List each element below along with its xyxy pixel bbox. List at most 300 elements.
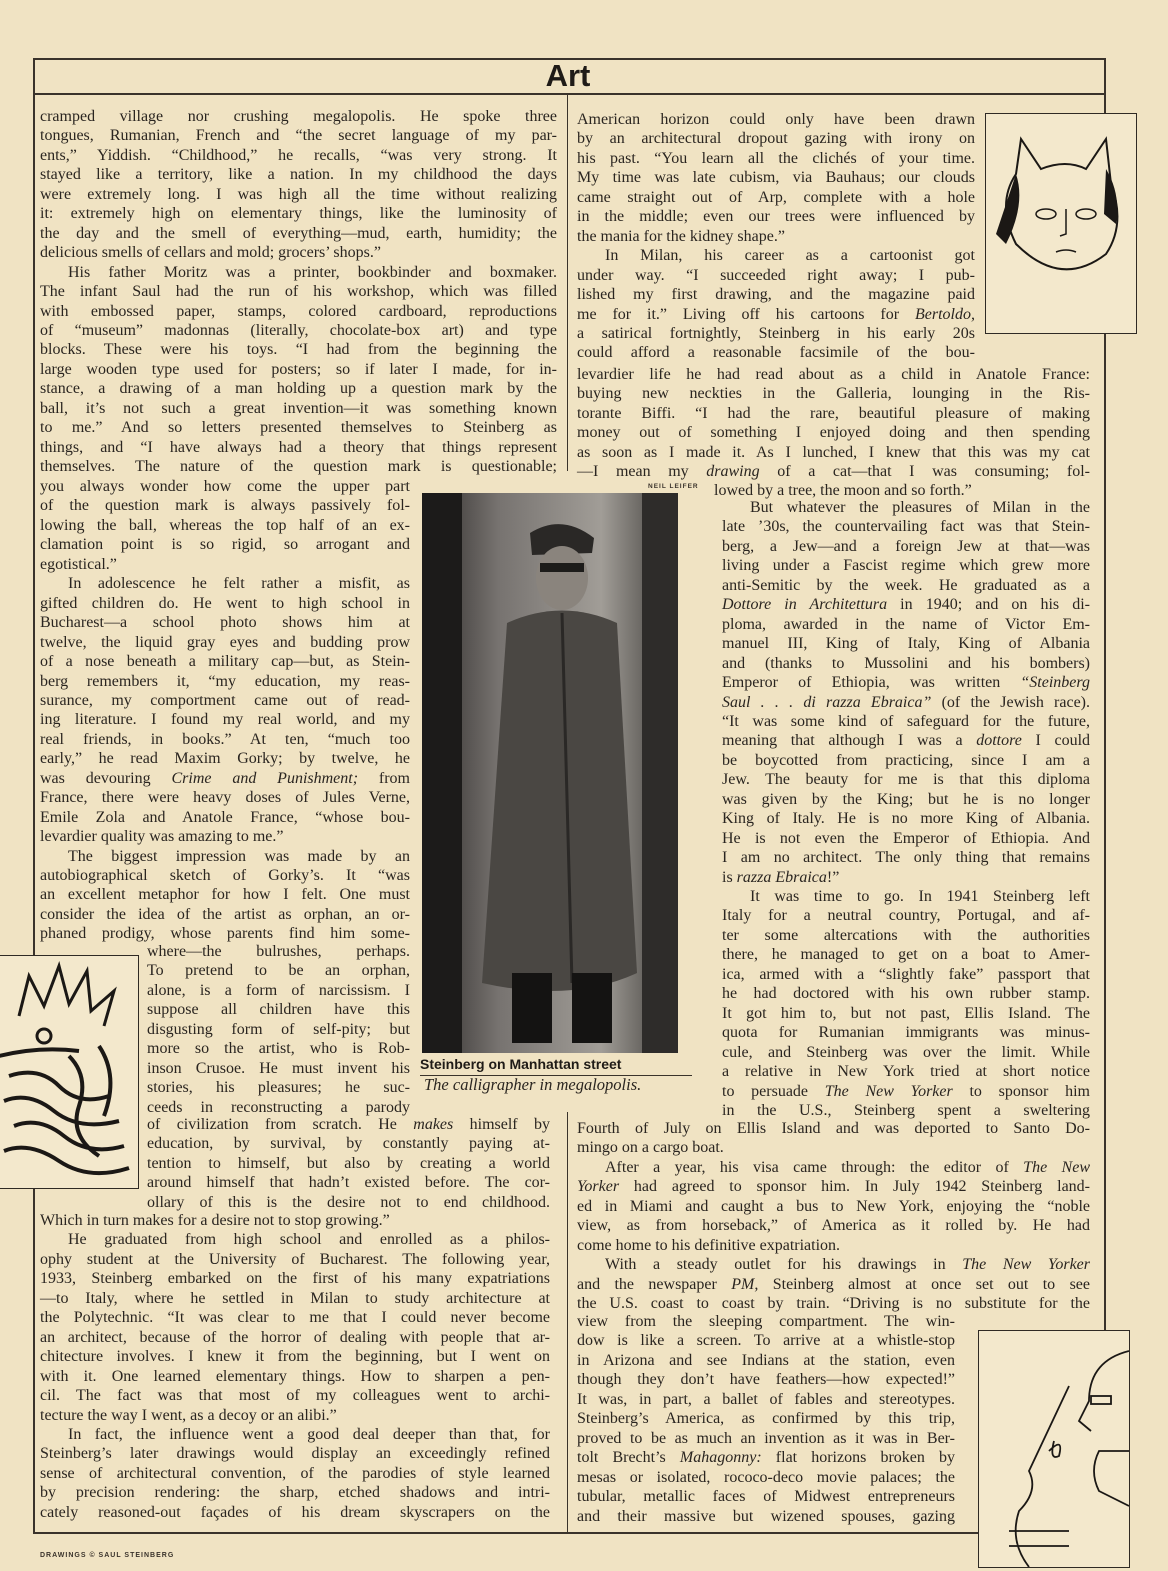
text-run: berg, a Jew—and a foreign Jew at that—was: [722, 537, 1090, 555]
text-run: stayed like a territory, like a nation. In my childhood the days: [40, 166, 557, 184]
text-line: [40, 808, 410, 828]
text-line: [40, 243, 557, 263]
text-run: with it. One learned elementary things. How to sharpen a pen-: [40, 1367, 550, 1385]
column-divider-bottom: [567, 1112, 568, 1532]
text-line: [40, 710, 410, 730]
text-line: [147, 1020, 410, 1040]
text-line: [40, 516, 410, 536]
text-line: [577, 365, 1090, 385]
text-line: [40, 749, 410, 769]
text-run: to me.” And so letters presented themselves to Steinberg as: [40, 419, 557, 437]
text-run: an architect, because of the horror of dealing with people that ar-: [40, 1328, 550, 1346]
text-line: [577, 168, 975, 188]
text-run: ing literature. I found my real world, and my: [40, 711, 410, 729]
text-line: [40, 1444, 550, 1464]
text-line: [40, 613, 410, 633]
text-line: [40, 321, 557, 341]
text-run: mingo on a cargo boat.: [577, 1139, 724, 1157]
text-line: [40, 438, 557, 458]
text-run: —I mean my: [577, 463, 707, 481]
text-run: Emperor of Ethiopia, was written: [722, 674, 1021, 692]
text-run: sense of architectural convention, of the parodies of style learned: [40, 1464, 550, 1482]
text-run: ploma, awarded in the name of Victor Em-: [722, 615, 1090, 633]
text-run: In adolescence he felt rather a misfit, as: [68, 575, 410, 593]
text-line: [40, 691, 410, 711]
text-run: around himself that hadn’t existed before. The cor-: [147, 1174, 550, 1192]
text-run: money out of something I enjoyed doing and then spending: [577, 424, 1090, 442]
text-line: [147, 1078, 410, 1098]
text-run: The infant Saul had the run of his workshop, which was filled: [40, 283, 557, 301]
drawings-credit: DRAWINGS © SAUL STEINBERG: [40, 1552, 175, 1559]
text-run: ophy student at the University of Bucharest. The following year,: [40, 1250, 550, 1268]
text-run: tention to himself, but also by creating a world: [147, 1154, 550, 1172]
text-line: [722, 556, 1090, 576]
text-line: [577, 1138, 1090, 1158]
text-run: tongues, Rumanian, French and “the secret language of my par-: [40, 127, 557, 145]
text-run: autobiographical sketch of Gorky’s. It “was: [40, 867, 410, 884]
text-line: [722, 1004, 1090, 1024]
text-line: [577, 1177, 1090, 1197]
text-line: [40, 866, 410, 886]
text-run: “It was some kind of safeguard for the future,: [722, 712, 1090, 730]
text-run: is: [722, 868, 737, 886]
italic-text: The New Yorker: [824, 1082, 953, 1100]
text-line: [722, 848, 1090, 868]
cat-face-icon: [986, 114, 1136, 333]
text-line: [40, 1308, 550, 1328]
text-run: of a nose beneath a military cap—but, as Stein-: [40, 653, 410, 671]
text-run: Steinberg’s America, as confirmed by this trip,: [577, 1410, 955, 1428]
text-run: lowing the ball, whereas the top half of an ex-: [40, 516, 410, 534]
text-line: [577, 1487, 955, 1507]
section-title: Art: [545, 58, 591, 93]
text-run: He is not even the Emperor of Ethiopia. And: [722, 829, 1090, 847]
text-line: [40, 1464, 550, 1484]
text-run: to persuade: [722, 1082, 825, 1100]
text-run: lowed by a tree, the moon and so forth.”: [714, 482, 972, 499]
text-line: [722, 770, 1090, 790]
text-line: [577, 207, 975, 227]
italic-text: Saul . . . di razza Ebraica”: [722, 693, 932, 711]
text-run: To pretend to be an orphan,: [147, 962, 410, 980]
text-line: [147, 1154, 550, 1174]
text-run: torante Biffi. “I had the rare, beautiful pleasure of making: [577, 404, 1090, 422]
photo-caption-subtitle: The calligrapher in megalopolis.: [424, 1075, 642, 1094]
italic-text: Yorker: [577, 1178, 620, 1196]
text-run: come home to his definitive expatriation.: [577, 1236, 841, 1254]
text-line: [40, 1230, 550, 1250]
photo-steinberg-street: [422, 493, 678, 1053]
text-run: Italy for a neutral country, Portugal, and af-: [722, 907, 1090, 925]
italic-text: makes: [413, 1116, 454, 1133]
text-run: could afford a reasonable facsimile of the bou-: [577, 344, 975, 362]
text-line: [40, 1289, 550, 1309]
text-line: [577, 1216, 1090, 1236]
text-line: [40, 672, 410, 692]
text-line: [577, 462, 1090, 482]
text-run: tubular, metallic faces of Midwest entrepreneurs: [577, 1488, 955, 1506]
text-run: It was time to go. In 1941 Steinberg left: [750, 888, 1090, 905]
text-line: [577, 1312, 955, 1332]
text-line: [40, 633, 410, 653]
text-run: cately reasoned-out façades of his dream skyscrapers on the: [40, 1503, 550, 1521]
text-run: tecture the way I went, as a decoy or an alibi.”: [40, 1406, 337, 1424]
text-line: [40, 185, 557, 205]
text-run: ollary of this is the desire not to end childhood.: [147, 1193, 550, 1211]
frame-left-rule: [33, 58, 35, 1533]
text-run: American horizon could only have been drawn: [577, 111, 975, 128]
text-line: [40, 477, 410, 497]
italic-text: The New Yorker: [962, 1256, 1091, 1274]
photo-image: [422, 493, 678, 1053]
text-run: berg remembers it, “my education, my reas-: [40, 672, 410, 690]
text-run: meaning that although I was a: [722, 732, 977, 750]
text-run: you always wonder how come the upper part: [40, 478, 410, 495]
text-run: (of the Jewish race).: [931, 693, 1090, 711]
text-line: [40, 769, 410, 789]
text-run: the U.S. coast to coast by train. “Driving is no substitute for the: [577, 1295, 1090, 1313]
text-run: inson Crusoe. He must invent his: [147, 1059, 410, 1077]
text-run: 1933, Steinberg embarked on the first of his many expatriations: [40, 1270, 550, 1288]
text-line: [40, 652, 410, 672]
text-run: and (thanks to Mussolini and his bombers): [722, 654, 1090, 672]
text-line: [147, 1000, 410, 1020]
text-run: I am no architect. The only thing that remains: [722, 849, 1090, 867]
text-run: under way. “I succeeded right away; I pub-: [577, 266, 975, 284]
text-line: [722, 751, 1090, 771]
text-run: Which in turn makes for a desire not to stop growing.”: [40, 1212, 390, 1229]
text-line: [577, 285, 975, 305]
text-run: Fourth of July on Ellis Island and was deported to Santo Do-: [577, 1120, 1090, 1137]
text-line: [577, 1370, 955, 1390]
text-run: themselves. The nature of the question mark is questionable;: [40, 458, 557, 476]
text-line: [40, 457, 557, 477]
text-run: to sponsor him: [952, 1082, 1090, 1100]
text-run: gifted children do. He went to high school in: [40, 594, 410, 612]
text-line: [577, 1197, 1090, 1217]
text-line: [40, 302, 557, 322]
text-line: [577, 1119, 1090, 1139]
text-line: [40, 1483, 550, 1503]
text-line: [40, 282, 557, 302]
text-line: [147, 961, 410, 981]
text-line: [577, 227, 975, 247]
text-run: Bucharest—a school photo shows him at: [40, 614, 410, 632]
text-run: buying new neckties in the Galleria, lounging in the Ris-: [577, 385, 1090, 403]
text-run: After a year, his visa came through: the editor of: [605, 1158, 1024, 1176]
italic-text: dottore: [976, 732, 1022, 750]
text-run: His father Moritz was a printer, bookbinder and boxmaker.: [68, 263, 557, 281]
text-line: [722, 887, 1090, 907]
text-run: of “museum” madonnas (literally, chocolate-box art) and type: [40, 321, 557, 339]
text-run: King of Italy. He is no more King of Albania.: [722, 810, 1090, 828]
text-line: [577, 343, 975, 363]
text-run: of the question mark is always passively fol-: [40, 497, 410, 515]
text-line: [577, 1351, 955, 1371]
text-line: [40, 1406, 550, 1426]
text-run: tolt Brecht’s: [577, 1449, 680, 1467]
text-line: [40, 827, 410, 847]
text-line: [40, 1211, 550, 1231]
text-run: lished my first drawing, and the magazine paid: [577, 286, 975, 304]
text-line: [40, 555, 410, 575]
text-run: was given by the King; but he is no longer: [722, 790, 1090, 808]
text-line: [40, 204, 557, 224]
profile-face-drawing: [978, 1330, 1130, 1568]
text-line: [577, 1409, 955, 1429]
profile-face-icon: [979, 1331, 1129, 1567]
text-line: [147, 1193, 550, 1213]
text-run: from: [358, 769, 410, 787]
text-line: [722, 926, 1090, 946]
photo-caption-title: Steinberg on Manhattan street: [420, 1056, 622, 1072]
text-line: [722, 1101, 1090, 1121]
text-line: [722, 1043, 1090, 1063]
text-line: [40, 1347, 550, 1367]
text-run: a satirical fortnightly, Steinberg in his early 20s: [577, 324, 975, 342]
text-run: With a steady outlet for his drawings in: [605, 1256, 963, 1274]
text-line: [40, 730, 410, 750]
text-line: [577, 1275, 1090, 1295]
text-run: My time was late cubism, via Bauhaus; our clouds: [577, 169, 975, 187]
text-line: [722, 790, 1090, 810]
text-run: quota for Rumanian immigrants was minus-: [722, 1024, 1090, 1042]
text-run: and the newspaper: [577, 1275, 732, 1293]
text-run: It got him to, but not past, Ellis Island. The: [722, 1004, 1090, 1022]
text-run: in 1940; and on his di-: [887, 596, 1091, 614]
text-run: stories, his pleasures; he suc-: [147, 1079, 410, 1097]
text-run: anti-Semitic by the week. He graduated as a: [722, 576, 1090, 594]
text-line: [40, 1269, 550, 1289]
text-run: living under a Fascist regime which grew more: [722, 557, 1090, 575]
text-line: [577, 404, 1090, 424]
text-run: twelve, the liquid gray eyes and budding prow: [40, 633, 410, 651]
text-line: [722, 1082, 1090, 1102]
text-run: a relative in New York tried at short notice: [722, 1063, 1090, 1081]
rooster-drawing: [0, 955, 139, 1189]
text-run: He graduated from high school and enrolled as a philos-: [68, 1231, 550, 1249]
text-line: [722, 595, 1090, 615]
text-run: In Milan, his career as a cartoonist got: [605, 247, 975, 265]
italic-text: razza Ebraica: [736, 868, 827, 886]
text-line: [40, 594, 410, 614]
text-line: [722, 634, 1090, 654]
text-line: [577, 149, 975, 169]
text-run: by an architectural dropout gazing with irony on: [577, 130, 975, 148]
text-run: chitecture involves. I knew it from the beginning, but I went on: [40, 1348, 550, 1366]
text-run: it: extremely high on elementary things, like the luminosity of: [40, 205, 557, 223]
text-run: levardier quality was amazing to me.”: [40, 828, 284, 846]
text-run: mesas or isolated, rococo-deco movie palaces; the: [577, 1468, 955, 1486]
text-run: delicious smells of cellars and mold; grocers’ shops.”: [40, 244, 381, 262]
text-line: [577, 1331, 955, 1351]
text-run: by precision rendering: the sharp, etched shadows and intri-: [40, 1484, 550, 1502]
text-run: had agreed to sponsor him. In July 1942 Steinberg land-: [619, 1178, 1090, 1196]
frame-bottom-rule: [33, 1532, 978, 1534]
text-line: [40, 885, 410, 905]
text-run: of civilization from scratch. He: [147, 1116, 414, 1133]
text-run: his past. “You learn all the clichés of your time.: [577, 149, 975, 167]
text-line: [722, 965, 1090, 985]
text-run: himself by: [453, 1116, 550, 1133]
text-line: [577, 423, 1090, 443]
text-line: [147, 981, 410, 1001]
text-run: proved to be as much an invention as it was in Ber-: [577, 1429, 955, 1447]
text-line: [40, 1425, 550, 1445]
text-run: —to Italy, where he settled in Milan to study architecture at: [40, 1289, 550, 1307]
italic-text: “Steinberg: [1020, 674, 1090, 692]
text-run: though they don’t have feathers—how expected!”: [577, 1371, 955, 1389]
text-line: [40, 1328, 550, 1348]
text-run: where—the bulrushes, perhaps.: [147, 943, 410, 960]
text-line: [722, 906, 1090, 926]
text-run: Jew. The beauty for me is that this diploma: [722, 771, 1090, 789]
text-run: ter some altercations with the authorities: [722, 926, 1090, 944]
text-run: suppose all children have this: [147, 1001, 410, 1019]
text-run: manuel III, King of Italy, King of Albania: [722, 635, 1090, 653]
text-run: early,” he read Maxim Gorky; by twelve, he: [40, 750, 410, 768]
text-line: [722, 945, 1090, 965]
text-line: [577, 1255, 1090, 1275]
text-line: [577, 1448, 955, 1468]
text-run: there, he managed to get on a boat to Amer-: [722, 946, 1090, 964]
text-line: [40, 788, 410, 808]
text-run: as soon as I made it. As I lunched, I knew that this was my cat: [577, 443, 1090, 461]
text-run: the mania for the kidney shape.”: [577, 227, 785, 245]
text-line: [577, 1236, 1090, 1256]
text-run: came straight out of Arp, complete with a hole: [577, 188, 975, 206]
text-line: [40, 126, 557, 146]
text-run: Steinberg’s later drawings would display an exceedingly refined: [40, 1445, 550, 1463]
text-line: [577, 246, 975, 266]
text-line: [722, 829, 1090, 849]
text-run: The biggest impression was made by an: [68, 847, 410, 865]
text-run: real friends, in books.” At ten, “much too: [40, 730, 410, 748]
text-line: [40, 224, 557, 244]
text-run: me for it.” Living off his cartoons for: [577, 305, 915, 323]
text-line: [722, 868, 1090, 888]
text-line: [40, 1250, 550, 1270]
text-line: [147, 1115, 550, 1135]
text-run: surance, my comportment came out of read-: [40, 691, 410, 709]
text-run: ica, armed with a “slightly fake” passport that: [722, 965, 1090, 983]
text-run: levardier life he had read about as a child in Anatole France:: [577, 366, 1090, 383]
text-run: the day and the smell of everything—mud, earth, humidity; the: [40, 224, 557, 242]
text-run: in the U.S., Steinberg spent a sweltering: [722, 1101, 1090, 1119]
italic-text: Bertoldo,: [915, 305, 975, 323]
text-line: [40, 1503, 550, 1523]
italic-text: Dottore in Architettura: [722, 596, 888, 614]
text-line: [40, 399, 557, 419]
text-run: dow is like a screen. To arrive at a whistle-stop: [577, 1332, 955, 1350]
text-line: [577, 1507, 955, 1527]
text-line: [147, 1134, 550, 1154]
text-line: [722, 654, 1090, 674]
text-line: [147, 1173, 550, 1193]
text-line: [722, 615, 1090, 635]
text-line: [40, 1367, 550, 1387]
text-run: he had doctored with his own rubber stamp.: [722, 985, 1090, 1003]
italic-text: Crime and Punishment;: [171, 769, 359, 787]
text-run: cramped village nor crushing megalopolis. He spoke three: [40, 108, 557, 125]
text-run: disgusting form of self-pity; but: [147, 1020, 410, 1038]
text-run: were extremely long. I was high all the time without realizing: [40, 185, 557, 203]
text-run: Steinberg almost at once set out to see: [758, 1275, 1090, 1293]
text-line: [147, 942, 410, 962]
text-line: [577, 188, 975, 208]
text-line: [40, 574, 410, 594]
text-run: with embossed paper, stamps, colored cardboard, reproductions: [40, 302, 557, 320]
rooster-icon: [0, 956, 138, 1188]
text-run: more so the artist, who is Rob-: [147, 1040, 410, 1058]
text-run: things, and “I have always had a theory that things represent: [40, 438, 557, 456]
text-run: education, by survival, by constantly paying at-: [147, 1135, 550, 1153]
text-run: Emile Zola and Anatole France, “whose bou-: [40, 808, 410, 826]
text-line: [577, 324, 975, 344]
text-line: [722, 537, 1090, 557]
italic-text: PM,: [731, 1275, 759, 1293]
text-line: [577, 384, 1090, 404]
photo-credit: NEIL LEIFER: [648, 483, 699, 490]
text-run: ed in Miami and caught a bus to New York, enjoying the “noble: [577, 1197, 1090, 1215]
text-run: blocks. These were his toys. “I had from the beginning the: [40, 341, 557, 359]
text-run: stance, a drawing of a man holding up a question mark by the: [40, 380, 557, 398]
text-run: cule, and Steinberg was over the limit. While: [722, 1043, 1090, 1061]
text-line: [577, 443, 1090, 463]
text-run: view from the sleeping compartment. The win-: [577, 1313, 955, 1330]
text-line: [40, 263, 557, 283]
text-run: late ’30s, the countervailing fact was that Stein-: [722, 518, 1090, 536]
text-line: [40, 535, 410, 555]
cat-drawing: [985, 113, 1137, 334]
text-line: [147, 1059, 410, 1079]
text-line: [40, 340, 557, 360]
italic-text: drawing: [706, 463, 760, 481]
text-run: clamation point is so rigid, so arrogant and: [40, 536, 410, 554]
text-line: [147, 1039, 410, 1059]
text-line: [40, 496, 410, 516]
text-line: [577, 1468, 955, 1488]
text-run: egotistical.”: [40, 555, 117, 573]
text-run: ceeds in reconstructing a parody: [147, 1098, 410, 1116]
text-run: But whatever the pleasures of Milan in the: [750, 499, 1090, 516]
italic-text: Mahagonny:: [679, 1449, 762, 1467]
column-divider-top: [567, 95, 568, 471]
text-run: was devouring: [40, 769, 172, 787]
text-run: an excellent metaphor for how I felt. One must: [40, 886, 410, 904]
text-run: in the middle; even our trees were influenced by: [577, 208, 975, 226]
text-line: [722, 1023, 1090, 1043]
text-line: [722, 576, 1090, 596]
text-run: view, as from horseback,” of America as it rolled by. He had: [577, 1217, 1090, 1235]
text-line: [577, 110, 975, 130]
text-run: cil. The fact was that most of my colleagues went to archi-: [40, 1387, 550, 1405]
text-line: [40, 847, 410, 867]
text-line: [577, 1158, 1090, 1178]
text-line: [722, 712, 1090, 732]
text-line: [722, 1062, 1090, 1082]
text-run: phaned prodigy, whose parents find him some-: [40, 925, 410, 943]
text-run: the Polytechnic. “It was clear to me that I could never become: [40, 1309, 550, 1327]
text-run: in Arizona and see Indians at the station, even: [577, 1351, 955, 1369]
text-line: [722, 693, 1090, 713]
text-line: [577, 1429, 955, 1449]
text-run: alone, is a form of narcissism. I: [147, 981, 410, 999]
text-run: consider the idea of the artist as orphan, an or-: [40, 905, 410, 923]
text-run: !”: [826, 868, 840, 886]
text-run: large wooden type used for posters; so if later I made, for in-: [40, 360, 557, 378]
text-run: It was, in part, a ballet of fables and stereotypes.: [577, 1390, 955, 1408]
